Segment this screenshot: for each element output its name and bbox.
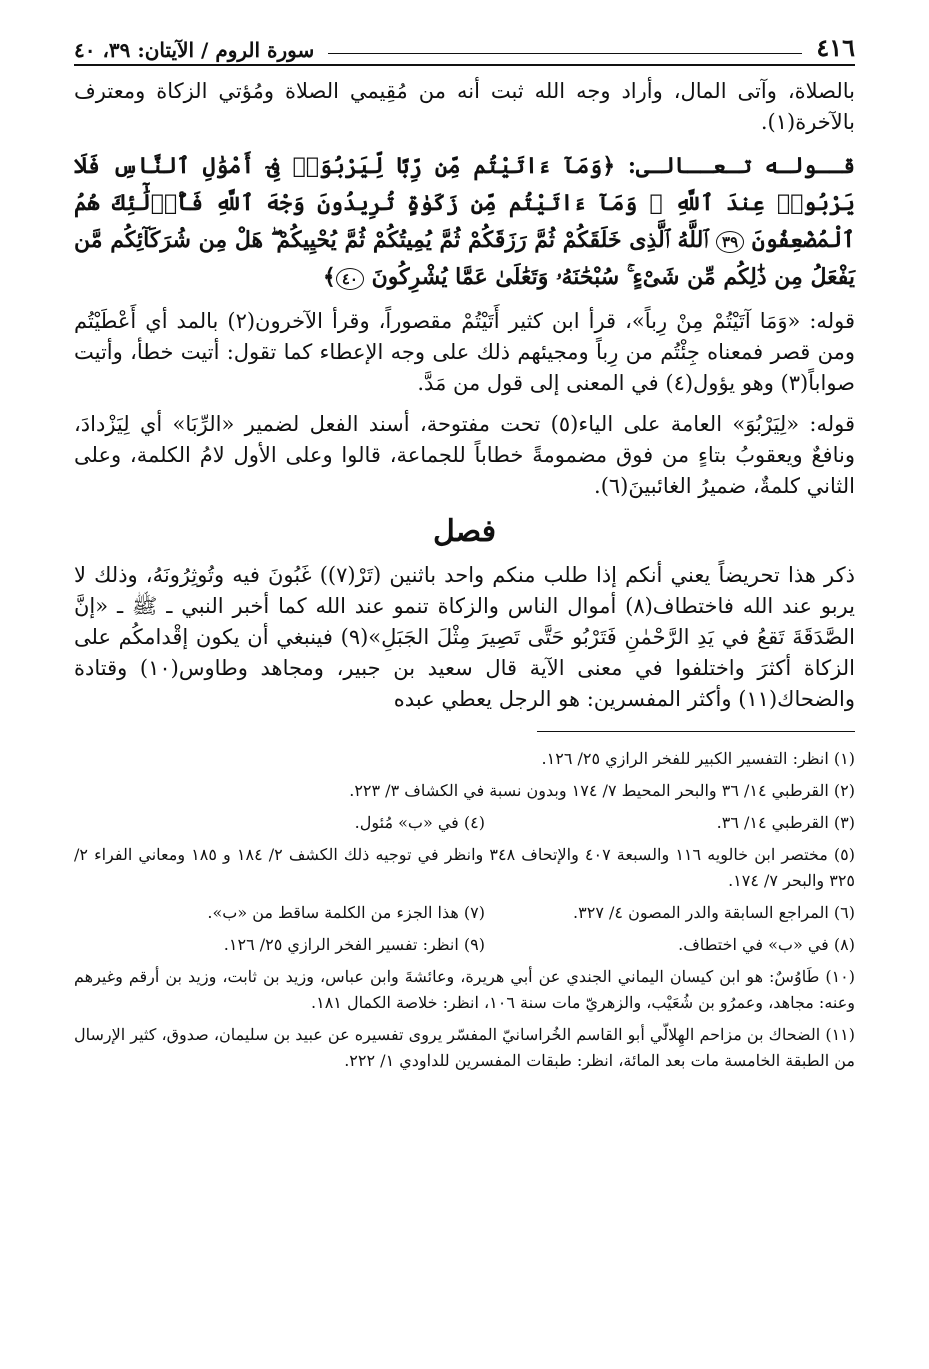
footnote-1: (١) انظر: التفسير الكبير للفخر الرازي ٢٥/ ١٢٦. bbox=[541, 749, 855, 768]
paragraph-3: قوله: «وَمَا آتَيْتُمْ مِنْ رِباً»، قرأ ابن كثير أَتَيْتُمْ مقصوراً، وقرأ الآخرون(٢) بالمد أي أَعْطَيْتُم ومن قصر فمعناه جِئْتُم من رِباً ومجيئهم ذلك على وجه الإعطاء كما تقول: أتيت خطأ، وأتيت صواباً(٣) وهو يؤول(٤) في المعنى إلى قول من مَدَّ. bbox=[74, 309, 855, 395]
footnote-row-3-4 bbox=[74, 810, 855, 836]
footnote-10: (١٠) طَاوُسٌ: هو ابن كيسان اليماني الجندي عن أبي هريرة، وعائشةَ وابن عباس، وزيد بن ثابت، وزيد بن أرقم وغيرهم وعنه: مجاهد، وعمرُو بن شُعَيْب، والزهريّ مات سنة ١٠٦، انظر: خلاصة الكمال ١٨١. bbox=[74, 967, 855, 1012]
ayah-number-39: ٣٩ bbox=[716, 231, 744, 253]
footnote-9: (٩) انظر: تفسير الفخر الرازي ٢٥/ ١٢٦. bbox=[223, 935, 485, 954]
page-number: ٤١٦ bbox=[816, 33, 855, 62]
footnote-3: (٣) القرطبي ١٤/ ٣٦. bbox=[716, 813, 855, 832]
footnote-separator bbox=[537, 731, 855, 732]
footnote-2: (٢) القرطبي ١٤/ ٣٦ والبحر المحيط ٧/ ١٧٤ وبدون نسبة في الكشاف ٣/ ٢٢٣. bbox=[349, 781, 855, 800]
header-rule bbox=[328, 53, 802, 54]
quran-verse-block bbox=[74, 148, 855, 296]
paragraph-5: ذكر هذا تحريضاً يعني أنكم إذا طلب منكم واحد باثنين (تَرْ(٧)) غَبُونَ فيه وتُوثِرُونَهُ، وذلك لا يربو عند الله فاختطاف(٨) أموال الناس والزكاة تنمو عند الله كما أخبر النبي ـ ﷺ ـ «إنَّ الصَّدَقَةَ تَقعُ في يَدِ الرَّحْمٰنِ فَتَرْبُو حَتَّى تَصِيرَ مِثْلَ الجَبَلِ»(٩) فينبغي أن يكون إقْدامكُم على الزكاة أكثرَ واختلفوا في معنى الآية قال سعيد بن جبير، ومجاهد وطاوس(١٠) وقتادة والضحاك(١١) وأكثر المفسرين: هو الرجل يعطي عبده bbox=[74, 563, 856, 711]
quran-intro: قــولـه تـعــالـى: ﴿ bbox=[602, 153, 855, 179]
surah-title: سورة الروم / الآيتان: ٣٩، ٤٠ bbox=[74, 38, 315, 62]
paragraph-1: بالصلاة، وآتى المال، وأراد وجه الله ثبت أنه من مُقِيمي الصلاة ومُؤتي الزكاة ومعترف بالآخرة(١). bbox=[74, 79, 855, 134]
footnote-row-8-9 bbox=[74, 932, 855, 958]
quran-close-bracket: ﴾ bbox=[322, 264, 336, 290]
ayah-number-40: ٤٠ bbox=[336, 268, 364, 290]
main-text bbox=[74, 76, 855, 715]
footnote-7: (٧) هذا الجزء من الكلمة ساقط من «ب». bbox=[207, 903, 485, 922]
footnote-5: (٥) مختصر ابن خالويه ١١٦ والسبعة ٤٠٧ والإتحاف ٣٤٨ وانظر في توجيه ذلك الكشف ٢/ ١٨٤ و ١٨٥ ومعاني الفراء ٢/ ٣٢٥ والبحر ٧/ ١٧٤. bbox=[74, 845, 856, 890]
footnote-6: (٦) المراجع السابقة والدر المصون ٤/ ٣٢٧. bbox=[573, 903, 855, 922]
footnote-4: (٤) في «ب» مُئول. bbox=[354, 813, 485, 832]
page-header bbox=[74, 30, 855, 66]
footnote-11: (١١) الضحاك بن مزاحم الهِلالّي أبو القاسم الخُراسانيّ المفسّر يروى تفسيره عن عبيد بن سليمان، صدوق، كثير الإرسال من الطبقة الخامسة مات بعد المائة، انظر: طبقات المفسرين للداودي ١/ ٢٢٢. bbox=[74, 1025, 855, 1070]
footnote-row-6-7 bbox=[74, 900, 855, 926]
section-heading: فصل bbox=[432, 514, 497, 549]
quran-verse-39: وَمَآ ءَاتَيْتُم مِّن رِّبًا لِّيَرْبُوَا۟ فِىٓ أَمْوَٰلِ ٱلنَّاسِ فَلَا يَرْبُوا۟ عِندَ ٱللَّهِ ۖ وَمَآ ءَاتَيْتُم مِّن زَكَوٰةٍ تُرِيدُونَ وَجْهَ ٱللَّهِ فَأُو۟لَٰٓئِكَ هُمُ ٱلْمُضْعِفُونَ bbox=[74, 153, 855, 253]
footnotes bbox=[74, 746, 855, 1074]
paragraph-4: قوله: «لِيَرْبُوَ» العامة على الياء(٥) تحت مفتوحة، أسند الفعل لضمير «الرِّبَا» أي لِيَزْدادَ، ونافعٌ ويعقوبُ بتاءٍ من فوق مضمومةً خطاباً للجماعة، قالوا وعلى الأول لامُ الكلمة، وعلى الثاني كلمةٌ، ضميرُ الغائبينَ(٦). bbox=[74, 412, 856, 498]
quran-verse-40: ٱللَّهُ ٱلَّذِى خَلَقَكُمْ ثُمَّ رَزَقَكُمْ ثُمَّ يُمِيتُكُمْ ثُمَّ يُحْيِيكُمْ ۖ هَلْ مِن شُرَكَآئِكُم مَّن يَفْعَلُ مِن ذَٰلِكُم مِّن شَىْءٍ ۚ سُبْحَٰنَهُۥ وَتَعَٰلَىٰ عَمَّا يُشْرِكُونَ bbox=[74, 227, 855, 290]
footnote-8: (٨) في «ب» في اختطاف. bbox=[678, 935, 855, 954]
